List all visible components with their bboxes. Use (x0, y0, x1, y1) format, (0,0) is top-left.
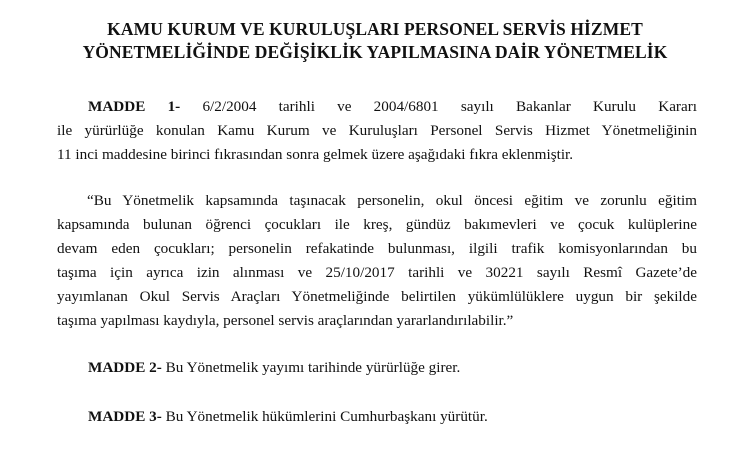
madde-1-line-3: 11 inci maddesine birinci fıkrasından sonra gelmek üzere aşağıdaki fıkra eklenmiştir. (57, 146, 574, 163)
madde-2-label: MADDE 2- (88, 359, 162, 376)
quote-line-2: kapsamında bulunan öğrenci çocukları ile kreş, gündüz bakımevleri ve çocuk kulüplerine (57, 216, 697, 233)
quote-line-6: taşıma yapılması kaydıyla, personel servis araçlarından yararlandırılabilir.” (57, 312, 514, 329)
madde-3-label: MADDE 3- (88, 408, 162, 425)
madde-1-label: MADDE 1- (88, 98, 181, 115)
madde-3-paragraph (88, 405, 688, 429)
madde-1-paragraph (57, 95, 697, 167)
madde-1-line-2: ile yürürlüğe konulan Kamu Kurum ve Kuruluşları Personel Servis Hizmet Yönetmeliğinin (57, 122, 697, 139)
quote-line-4: taşıma için ayrıca izin alınması ve 25/10/2017 tarihli ve 30221 sayılı Resmî Gazete’de (57, 264, 697, 281)
quote-line-3: devam eden çocukları; personelin refakatinde bulunması, ilgili trafik komisyonlarından bu (57, 240, 697, 257)
title-line-2: YÖNETMELİĞİNDE DEĞİŞİKLİK YAPILMASINA DAİR YÖNETMELİK (82, 42, 668, 62)
madde-1-text-line-1: 6/2/2004 tarihli ve 2004/6801 sayılı Bakanlar Kurulu Kararı (202, 98, 698, 115)
madde-3-text: Bu Yönetmelik hükümlerini Cumhurbaşkanı yürütür. (165, 408, 488, 425)
madde-1-line-1 (57, 95, 697, 119)
madde-2-paragraph (88, 356, 688, 380)
title-line-1: KAMU KURUM VE KURULUŞLARI PERSONEL SERVİS HİZMET (107, 19, 643, 39)
quote-line-1: “Bu Yönetmelik kapsamında taşınacak personelin, okul öncesi eğitim ve zorunlu eğitim (87, 192, 697, 209)
quoted-paragraph (57, 189, 697, 333)
madde-2-text: Bu Yönetmelik yayımı tarihinde yürürlüğe girer. (165, 359, 461, 376)
quote-line-5: yayımlanan Okul Servis Araçları Yönetmeliğinde belirtilen yükümlülüklere uygun bir şekilde (57, 288, 697, 305)
